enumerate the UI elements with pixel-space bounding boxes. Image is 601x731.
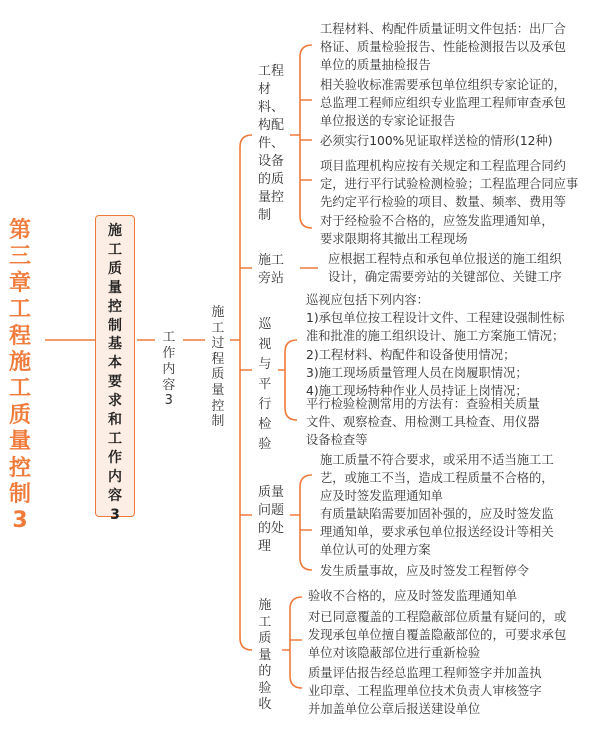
leaf: 工程材料、构配件质量证明文件包括：出厂合 格证、质量检验报告、性能检测报告以及承包 单位的质量抽检报告 [320, 22, 566, 73]
leaf: 必须实行100%见证取样送检的情形(12种) [320, 134, 553, 148]
leaf: 发生质量事故，应及时签发工程暂停令 [320, 564, 530, 578]
branch-problems[interactable]: 质量问题的处理 [258, 485, 285, 554]
leaf: 相关验收标准需要承包单位组织专家论证的， 总监理工程师应组织专业监理工程师审查承包 单位报送的专家论证报告 [320, 78, 566, 129]
leaf: 有质量缺陷需要加固补强的，应及时签发监 理通知单，要求承包单位报送经设计等相关 单位认可的处理方案 [320, 507, 554, 558]
level1-title: 施工质量控制基本要求和工作内容3 [108, 223, 122, 523]
bracket-materials [290, 45, 312, 228]
leaf: 质量评估报告经总监理工程师签字并加盖执 业印章、工程监理单位技术负责人审核签字 并加盖单位公章后报送建设单位 [308, 666, 542, 717]
branch-materials[interactable]: 工程材料、构配件、设备的质量控制 [258, 64, 285, 223]
bracket-patrol [278, 340, 297, 420]
spine [230, 135, 252, 650]
leaf: 应根据工程特点和承包单位报送的施工组织 设计，确定需要旁站的关键部位、关键工序 [328, 252, 562, 285]
root-title[interactable]: 第三章工程施工质量控制3 [8, 218, 31, 534]
level3-node[interactable]: 施工过程质量控制 [211, 305, 225, 430]
leaf: 对已同意覆盖的工程隐蔽部位质量有疑问的，或 发现承包单位擅自覆盖隐蔽部位的，可要求承包 单位对该隐蔽部位进行重新检验 [308, 610, 567, 661]
branch-acceptance[interactable]: 施工质量的验收 [258, 598, 272, 712]
branch-side-station[interactable]: 施工旁站 [258, 253, 285, 286]
bracket-acceptance [282, 597, 302, 688]
level1-node[interactable] [95, 215, 135, 523]
leaf: 项目监理机构应按有关规定和工程监理合同约 定，进行平行试验检测检验；工程监理合同应事 先约定平行检验的项目、数量、频率、费用等 [320, 159, 579, 210]
leaf: 平行检验检测常用的方法有：查验相关质量 文件、观察检查、用检测工具检查、用仪器 设备检查等 [306, 397, 540, 448]
leaf: 巡视应包括下列内容： 1)承包单位按工程设计文件、工程建设强制性标 准和批准的施工组织设计、施工方案施工情况； 2)工程材料、构配件和设备使用情况； 3)施工现场质量管理人员在岗履职情况； 4)施工现场特种作业人员持证上岗情况； [306, 293, 565, 399]
leaf: 验收不合格的，应及时签发监理通知单 [308, 589, 518, 603]
level2-node[interactable]: 工作内容3 [162, 330, 176, 409]
leaf: 对于经检验不合格的，应签发监理通知单， 要求限期将其撤出工程现场 [320, 214, 554, 247]
bracket-problems [290, 475, 312, 570]
leaf: 施工质量不符合要求，或采用不适当施工工 艺，或施工不当，造成工程质量不合格的， 应及时签发监理通知单 [320, 453, 554, 504]
branch-patrol[interactable]: 巡视与平行检验 [258, 317, 272, 452]
